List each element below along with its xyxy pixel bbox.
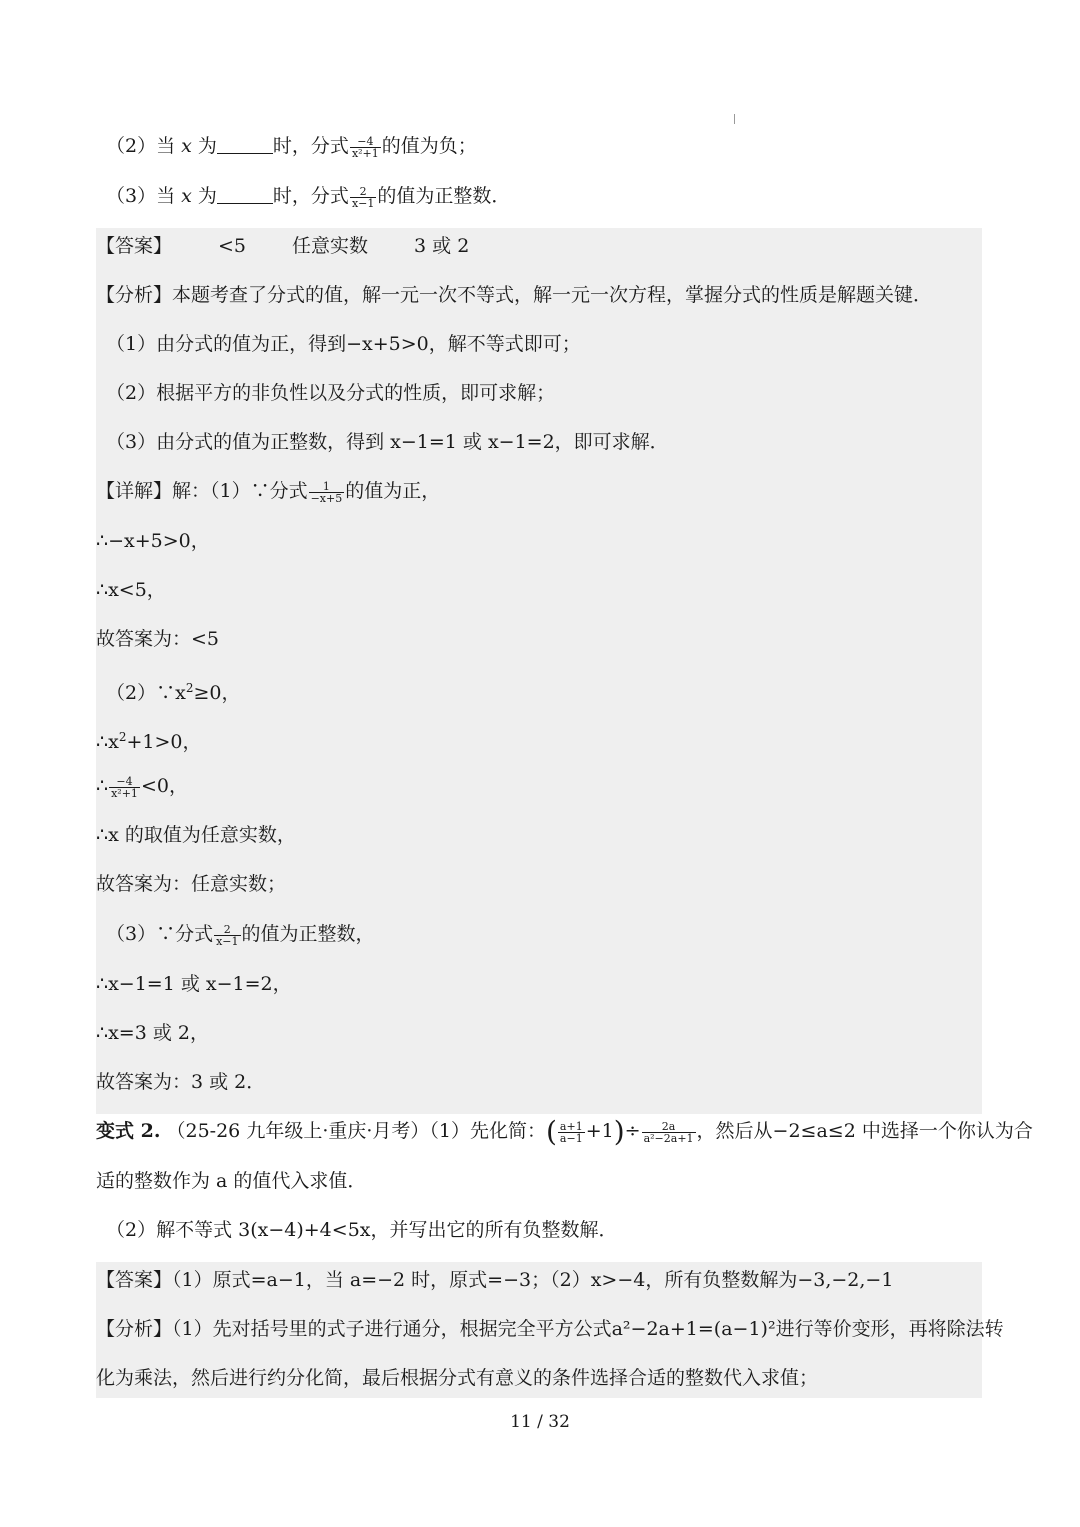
- solution-step: ∴−x+5>0，: [96, 530, 210, 552]
- solution-step: ∴x−1=1 或 x−1=2，: [96, 973, 292, 995]
- variant-2-part-2: （2）解不等式 3(x−4)+4<5x，并写出它的所有负整数解．: [106, 1219, 618, 1241]
- fraction: $\frac{-4}{\text{x²+1}}$: [351, 134, 379, 160]
- fraction: $\frac{2}{x-1}$: [216, 922, 239, 948]
- fraction: $\frac{1}{-x+5}$: [310, 479, 343, 505]
- variant-2-title: 变式 2. （25-26 九年级上·重庆·月考）（1）先化简：( $\frac{a+1}{a-1}$ +1)÷ $\frac{2a}{\text{a²−2a+1}}$ ，然后从−2≤a≤2 中选择一个你认为合: [96, 1115, 1033, 1148]
- solution-step: $\therefore x^2+1>0$，: [96, 730, 202, 753]
- answer-blank[interactable]: [217, 185, 273, 204]
- analysis-line-2: 【分析】（1）先对括号里的式子进行通分，根据完全平方公式a²−2a+1=(a−1)²进行等价变形，再将除法转: [96, 1318, 1004, 1340]
- solution-step: 故答案为：3 或 2．: [96, 1071, 266, 1093]
- solution-step: ∴x=3 或 2，: [96, 1022, 209, 1044]
- question-3-line: （3）当 x 为 时，分式 $\frac{2}{x-1}$ 的值为正整数．: [106, 184, 511, 210]
- analysis-item-2: （2）根据平方的非负性以及分式的性质，即可求解；: [106, 382, 556, 404]
- fraction: $\frac{2a}{\text{a²−2a+1}}$: [643, 1119, 694, 1145]
- solution-step: 故答案为：任意实数；: [96, 873, 287, 895]
- detail-line: 【详解】解：（1）∵分式 $\frac{1}{-x+5}$ 的值为正，: [96, 479, 441, 505]
- answer-blank[interactable]: [217, 135, 273, 154]
- margin-mark: [734, 114, 735, 124]
- fraction: $\frac{-4}{\text{x²+1}}$: [111, 774, 138, 800]
- fraction: $\frac{a+1}{a-1}$: [559, 1119, 583, 1145]
- solution-step: $(2)\because x^2\ge 0$，: [106, 681, 241, 704]
- fraction: $\frac{2}{x-1}$: [351, 184, 375, 210]
- analysis-line-2b: 化为乘法，然后进行约分化简，最后根据分式有意义的条件选择合适的整数代入求值；: [96, 1367, 819, 1389]
- analysis-item-3: （3）由分式的值为正整数，得到 x−1=1 或 x−1=2，即可求解．: [106, 431, 669, 453]
- answer-line: 【答案】 <5 任意实数 3 或 2: [96, 235, 470, 257]
- analysis-line: 【分析】本题考查了分式的值，解一元一次不等式，解一元一次方程，掌握分式的性质是解题关键．: [96, 284, 933, 306]
- solution-step: （3）∵分式 $\frac{2}{x-1}$ 的值为正整数，: [106, 922, 375, 948]
- question-2-line: （2）当 x 为 时，分式 $\frac{-4}{\text{x²+1}}$ 的值为负；: [106, 134, 477, 160]
- analysis-item-1: （1）由分式的值为正，得到−x+5>0，解不等式即可；: [106, 333, 581, 355]
- solution-step: 故答案为：<5: [96, 628, 220, 650]
- answer-line-2: 【答案】（1）原式=a−1，当 a=−2 时，原式=−3；（2）x>−4，所有负整数解为−3,−2,−1: [96, 1269, 894, 1291]
- page-number: 11 / 32: [510, 1412, 570, 1432]
- solution-step: ∴ $\frac{-4}{\text{x²+1}}$ <0，: [96, 774, 188, 800]
- variant-2-line: 适的整数作为 a 的值代入求值．: [96, 1170, 367, 1192]
- solution-step: ∴x 的取值为任意实数，: [96, 824, 296, 846]
- solution-step: ∴x<5，: [96, 579, 166, 601]
